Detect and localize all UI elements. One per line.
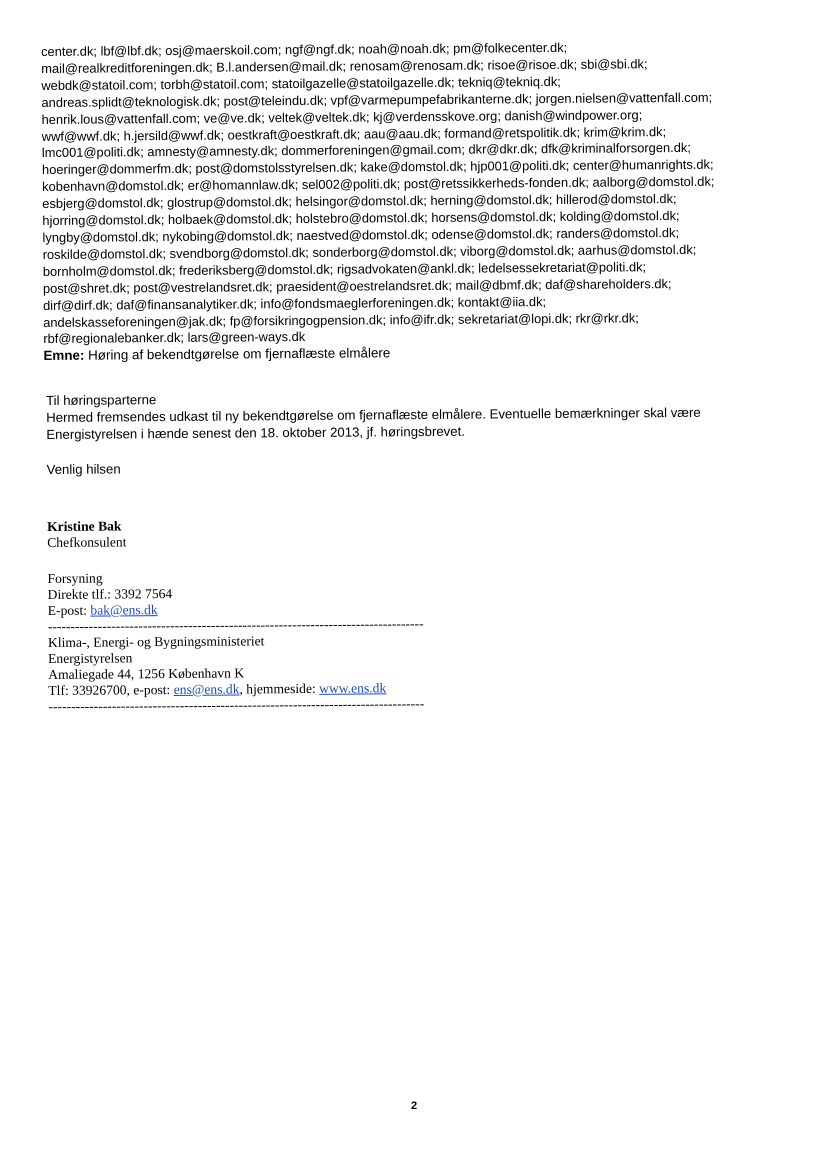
recipient-list (41, 38, 784, 365)
signature-title: Chefkonsulent (47, 534, 127, 550)
recipient-line: center.dk; lbf@lbf.dk; osj@maerskoil.com; ngf@ngf.dk; noah@noah.dk; pm@folkecenter.dk; (41, 39, 568, 59)
closing: Venlig hilsen (46, 461, 121, 477)
agency-address: Amaliegade 44, 1256 København K (48, 665, 245, 682)
recipient-line: kobenhavn@domstol.dk; er@homannlaw.dk; sel002@politi.dk; post@retssikkerheds-fonden.dk; aalborg@domstol.dk; (42, 173, 715, 195)
subject-text: Høring af bekendtgørelse om fjernaflæste elmålere (84, 345, 391, 363)
signature-name: Kristine Bak (47, 518, 122, 534)
agency-email-link[interactable]: ens@ens.dk (173, 681, 240, 698)
website-link[interactable]: www.ens.dk (319, 680, 387, 696)
recipient-line: lmc001@politi.dk; amnesty@amnesty.dk; dommerforeningen@gmail.com; dkr@dkr.dk; dfk@kriminalforsorgen.dk; (41, 140, 691, 161)
recipient-line: mail@realkreditforeningen.dk; B.l.andersen@mail.dk; renosam@renosam.dk; risoe@risoe.dk; sbi@sbi.dk; (41, 56, 648, 76)
recipient-line: hoeringer@dommerfm.dk; post@domstolsstyrelsen.dk; kake@domstol.dk; hjp001@politi.dk; center@humanrights.dk; (41, 157, 714, 178)
recipient-line: roskilde@domstol.dk; svendborg@domstol.dk; sonderborg@domstol.dk; viborg@domstol.dk; aarhus@domstol.dk; (42, 241, 697, 262)
separator-line: ----------------------------------------------------------------------------------- (47, 616, 424, 634)
recipient-line: hjorring@domstol.dk; holbaek@domstol.dk; holstebro@domstol.dk; horsens@domstol.dk; kolding@domstol.dk; (42, 208, 680, 229)
signature-department: Forsyning (47, 570, 103, 586)
recipient-line: andelskasseforeningen@jak.dk; fp@forsikringogpension.dk; info@ifr.dk; sekretariat@lopi.dk; rkr@rkr.dk; (43, 309, 639, 330)
recipient-line: dirf@dirf.dk; daf@finansanalytiker.dk; info@fondsmaeglerforeningen.dk; kontakt@iia.dk; (42, 293, 547, 313)
email-label: E-post: (47, 602, 91, 618)
signature-block (47, 515, 509, 715)
recipient-line: henrik.lous@vattenfall.com; ve@ve.dk; veltek@veltek.dk; kj@verdensskove.org; danish@windpower.org; (41, 106, 643, 127)
message-body (46, 386, 787, 478)
contact-mid: , hjemmeside: (239, 680, 320, 697)
greeting: Til høringsparterne (46, 392, 157, 408)
recipient-line: rbf@regionalebanker.dk; lars@green-ways.dk (43, 329, 306, 347)
recipient-line: esbjerg@domstol.dk; glostrup@domstol.dk; helsingor@domstol.dk; herning@domstol.dk; hillerod@domstol.dk; (42, 191, 677, 212)
ministry-name: Klima-, Energi- og Bygningsministeriet (47, 633, 265, 650)
subject-label: Emne: (43, 347, 85, 364)
body-line: Energistyrelsen i hænde senest den 18. oktober 2013, jf. høringsbrevet. (46, 423, 465, 442)
recipient-line: wwf@wwf.dk; h.jersild@wwf.dk; oestkraft@oestkraft.dk; aau@aau.dk; formand@retspolitik.dk; krim@krim.dk; (41, 123, 667, 144)
recipient-line: post@shret.dk; post@vestrelandsret.dk; praesident@oestrelandsret.dk; mail@dbmf.dk; daf@shareholders.dk; (42, 275, 672, 296)
phone-label: Direkte tlf.: (47, 586, 112, 602)
body-line: Hermed fremsendes udkast til ny bekendtgørelse om fjernaflæste elmålere. Eventuelle bemærkninger skal være (46, 404, 701, 425)
recipient-line: webdk@statoil.com; torbh@statoil.com; statoilgazelle@statoilgazelle.dk; tekniq@tekniq.dk; (41, 73, 561, 93)
agency-name: Energistyrelsen (48, 650, 133, 666)
recipient-line: lyngby@domstol.dk; nykobing@domstol.dk; naestved@domstol.dk; odense@domstol.dk; randers@domstol.dk; (42, 224, 680, 245)
contact-prefix: Tlf: 33926700, e-post: (48, 682, 174, 698)
email-link[interactable]: bak@ens.dk (90, 602, 158, 618)
separator-line: ----------------------------------------------------------------------------------- (48, 696, 425, 714)
page-number: 2 (410, 1100, 418, 1112)
recipient-line: bornholm@domstol.dk; frederiksberg@domstol.dk; rigsadvokaten@ankl.dk; ledelsessekretariat@politi.dk; (42, 259, 647, 279)
recipient-line: andreas.splidt@teknologisk.dk; post@teleindu.dk; vpf@varmepumpefabrikanterne.dk; jorgen.nielsen@vattenfall.com; (41, 89, 713, 110)
phone-number: 3392 7564 (110, 586, 173, 602)
